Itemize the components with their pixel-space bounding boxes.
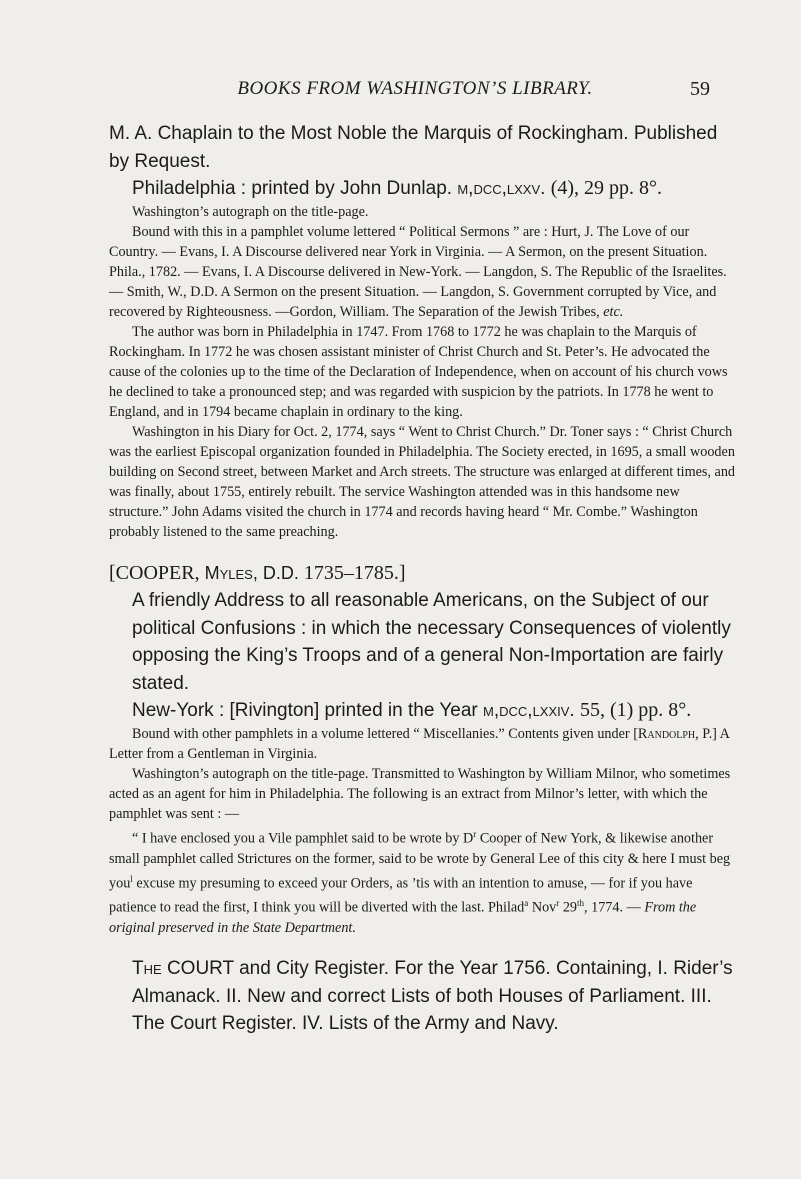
quote-source: From the original preserved in the State Department.: [109, 900, 697, 937]
superscript: r: [473, 829, 477, 839]
note-paragraph: Washington’s autograph on the title-page. Transmitted to Washington by William Milnor, who sometimes acted as an agent for him in Philadelphia. The following is an extract from Milnor’s letter, with which the pamphlet was sent : —: [109, 766, 731, 822]
superscript: r: [556, 898, 560, 909]
note-text: A Letter from a Gentleman in Virginia.: [109, 726, 730, 762]
note-cross-reference: [Randolph, P.]: [633, 726, 717, 742]
quote-text: Cooper of New York, & likewise another small pamphlet called Strictures on the former, said to be wrote by General Lee of this city & here I must beg you: [109, 830, 731, 892]
note-etc: etc.: [603, 304, 624, 320]
note-paragraph: Washington in his Diary for Oct. 2, 1774, says “ Went to Christ Church.” Dr. Toner says : “ Christ Church was the earliest Episcopal organization founded in Philadelphia. The Society erected, in 1695, a small wooden building on Second street, between Market and Arch streets. The structure was enlarged at different times, and was finally, about 1755, entirely rebuilt. The service Washington attended was in this handsome new structure.” John Adams visited the church in 1774 and records having heard “ Mr. Combe.” Washington probably listened to the same preaching.: [109, 424, 736, 540]
entry-2-notes: [0, 724, 737, 938]
entry-1-imprint: [132, 175, 801, 202]
entry-1-title: [109, 120, 737, 175]
superscript: a: [524, 898, 529, 909]
quote-text: Nov: [531, 900, 557, 917]
entry-1-title-line-1: M. A. Chaplain to the Most Noble the Marquis of Rockingham. Published: [109, 123, 718, 144]
superscript: th: [577, 898, 585, 909]
quote-text: “ I have enclosed you a Vile pamphlet said to be wrote by D: [132, 830, 474, 847]
entry-1-title-line-2: by Request.: [109, 150, 211, 172]
page-number: 59: [690, 78, 710, 100]
note-text: Bound with other pamphlets in a volume lettered “ Miscellanies.” Contents given under: [132, 726, 630, 742]
imprint-date: m,dcc,lxxv.: [457, 178, 546, 199]
page-body: [0, 120, 801, 1038]
entry-3-lead: The: [132, 958, 162, 980]
heading-forename: Myles, D.D.: [204, 563, 299, 583]
entry-2-imprint: [132, 697, 801, 724]
note-text: Bound with this in a pamphlet volume lettered “ Political Sermons ” are : Hurt, J. The Love of our Country. — Evans, I. A Discourse delivered near York in Virginia. — A Sermon, on the present Situation. Phila., 1782. — Evans, I. A Discourse delivered in New-York. — Langdon, S. The Republic of the Israelites. — Smith, W., D.D. A Sermon on the present Situation. — Langdon, S. Government corrupted by Vice, and recovered by Righteousness. —Gordon, William. The Separation of the Jewish Tribes,: [109, 224, 727, 320]
imprint-place: New-York : [Rivington] printed in the Year: [132, 700, 478, 721]
quote-text: excuse my presuming to exceed your Orders, as ’tis with an intention to amuse, — for if you have patience to read the first, I think you will be diverted with the last. Philad: [109, 875, 693, 917]
quote-text: 29: [562, 900, 577, 917]
entry-1-notes: [0, 202, 737, 542]
entry-3-title: [132, 955, 737, 1038]
note-paragraph: The author was born in Philadelphia in 1747. From 1768 to 1772 he was chaplain to the Marquis of Rockingham. In 1772 he was chosen assistant minister of Christ Church and St. Peter’s. He advocated the cause of the colonies up to the time of the Declaration of Independence, when on account of his church vows he declined to take a pronounced step; and was regarded with suspicion by the patriots. In 1778 he went to England, and in 1794 became chaplain in ordinary to the king.: [109, 324, 728, 420]
entry-2-heading: [109, 559, 801, 587]
imprint-collation: (4), 29 pp. 8°.: [550, 177, 663, 199]
running-title: BOOKS FROM WASHINGTON’S LIBRARY.: [237, 78, 593, 99]
entry-2-title: A friendly Address to all reasonable Americans, on the Subject of our political Confusions : in which the necessary Consequences of violently opposing the King’s Troops and of a general Non-Importation are fairly stated.: [132, 590, 731, 694]
imprint-collation: 55, (1) pp. 8°.: [579, 699, 692, 721]
imprint-place: Philadelphia : printed by John Dunlap.: [132, 178, 453, 199]
heading-dates: 1735–1785.]: [303, 562, 406, 584]
note-paragraph: [109, 222, 737, 322]
entry-3-text: COURT and City Register. For the Year 1756. Containing, I. Rider’s Almanack. II. New and correct Lists of both Houses of Parliament. III. The Court Register. IV. Lists of the Army and Navy.: [132, 958, 733, 1035]
note-paragraph: [109, 724, 737, 764]
quoted-letter: [109, 824, 737, 938]
imprint-date: m,dcc,lxxiv.: [483, 700, 575, 721]
superscript: l: [130, 873, 133, 884]
note-paragraph: Washington’s autograph on the title-page.: [132, 204, 369, 220]
heading-surname: [COOPER,: [109, 562, 200, 584]
quote-text: , 1774. —: [584, 900, 641, 917]
